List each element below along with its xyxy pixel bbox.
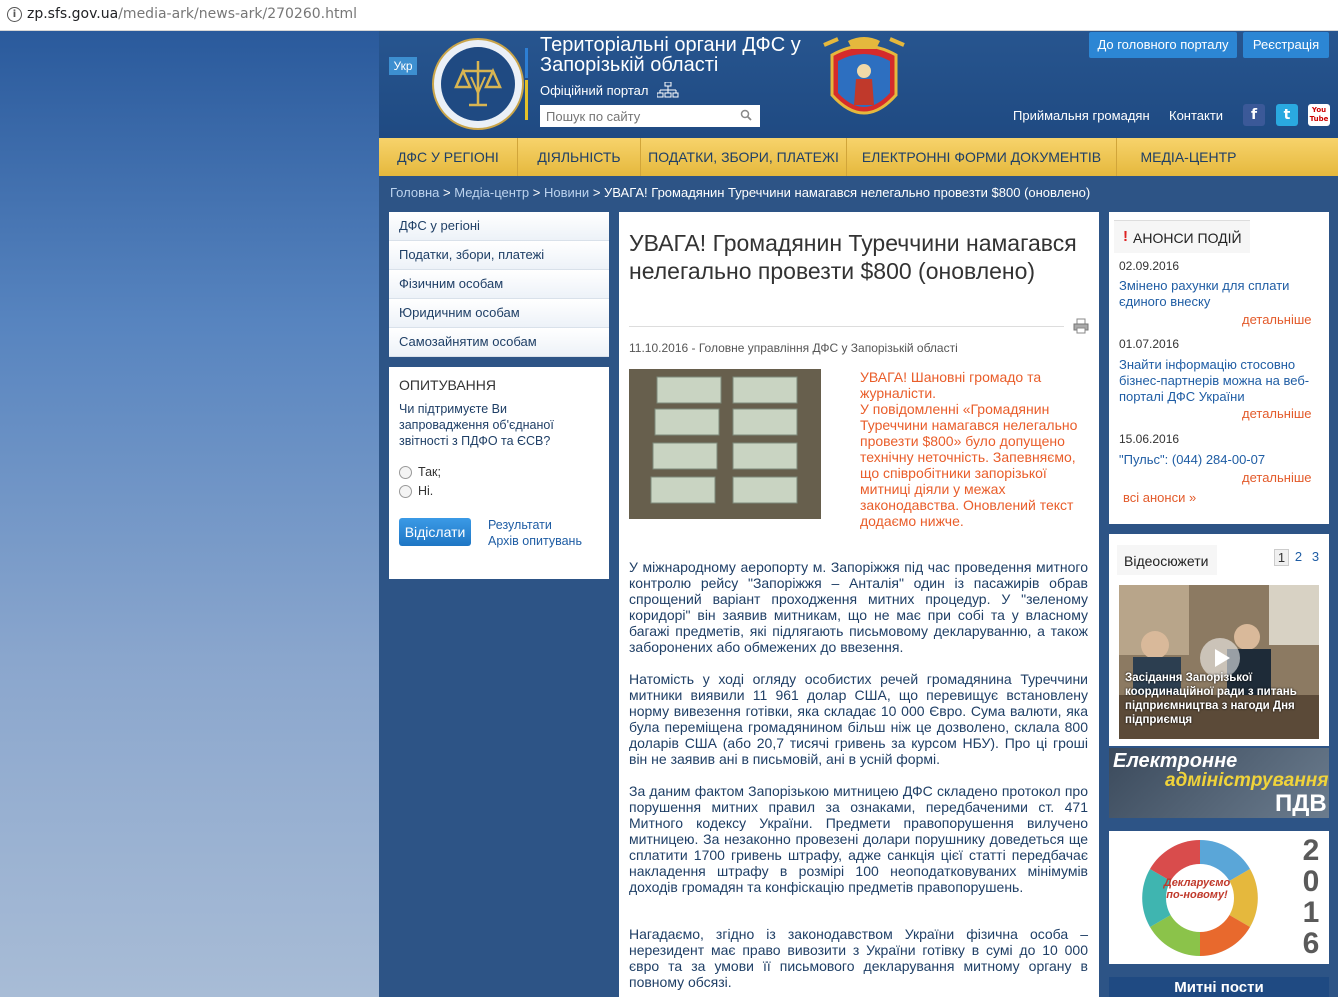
- breadcrumb-current: УВАГА! Громадянин Туреччини намагався нелегально провезти $800 (оновлено): [604, 185, 1091, 200]
- video-page-2[interactable]: 2: [1294, 549, 1303, 564]
- site-title[interactable]: Територіальні органи ДФС у Запорізькій області: [540, 34, 801, 76]
- poll-panel: [389, 367, 609, 579]
- poll-send-button[interactable]: Відіслати: [399, 518, 471, 546]
- article-photo-banknotes[interactable]: [629, 369, 821, 519]
- breadcrumb-sep: >: [592, 185, 601, 200]
- main-navigation: [379, 138, 1338, 176]
- sitemap-icon[interactable]: [657, 82, 679, 98]
- poll-option-yes-label[interactable]: Так;: [418, 465, 441, 479]
- poll-results-link[interactable]: Результати: [488, 518, 552, 532]
- announcement-link[interactable]: Знайти інформацію стосовно бізнес-партнерів можна на веб-порталі ДФС України: [1119, 357, 1310, 404]
- breadcrumb-media[interactable]: Медіа-центр: [454, 185, 530, 200]
- announcement-date: 15.06.2016: [1119, 432, 1180, 446]
- video-tab: [1117, 545, 1217, 575]
- sidebar-item-taxes[interactable]: Податки, збори, платежі: [389, 241, 609, 270]
- search-icon[interactable]: [740, 109, 752, 121]
- divider: [629, 326, 1064, 327]
- alert-icon: !: [1123, 228, 1128, 245]
- video-page-1[interactable]: 1: [1274, 549, 1289, 566]
- announcement-link[interactable]: Змінено рахунки для сплати єдиного внеску: [1119, 278, 1290, 309]
- twitter-icon[interactable]: t: [1276, 104, 1298, 126]
- sidebar-menu: [389, 212, 609, 357]
- poll-option-no-label[interactable]: Ні.: [418, 484, 434, 498]
- search-input[interactable]: [540, 105, 760, 127]
- nav-activity[interactable]: ДІЯЛЬНІСТЬ: [518, 138, 641, 176]
- poll-archive-link[interactable]: Архів опитувань: [488, 534, 582, 548]
- print-icon[interactable]: [1073, 318, 1089, 334]
- article-paragraph: За даним фактом Запорізькою митницею ДФС складено протокол про порушення митних правил за ознаками, передбаченими ст. 471 Митного кодексу України. Предмети правопорушення вилучено митницею. За незаконно провезені долари порушнику доведеться ще сплатити 1700 гривень штрафу, адже санкція цієї статті передбачає накладення штрафу в розмірі 100 неоподатковуваних мінімумів доходів громадян та конфіскацію предметів правопорушень.: [629, 783, 1088, 895]
- nav-dfs-region[interactable]: ДФС У РЕГІОНІ: [379, 138, 518, 176]
- nav-media-center[interactable]: МЕДІА-ЦЕНТР: [1140, 149, 1237, 165]
- customs-posts-banner[interactable]: Митні пости: [1109, 977, 1329, 997]
- vat-administration-banner[interactable]: [1109, 748, 1329, 818]
- url-host: zp.sfs.gov.ua: [27, 6, 119, 22]
- announcement-more-link[interactable]: детальніше: [1242, 312, 1312, 327]
- announcement-date: 01.07.2016: [1119, 337, 1180, 351]
- announcements-tab: [1114, 220, 1250, 253]
- banknotes-image: [629, 369, 821, 519]
- nav-electronic-forms[interactable]: ЕЛЕКТРОННІ ФОРМИ ДОКУМЕНТІВ: [847, 138, 1117, 176]
- article-update-notice: УВАГА! Шановні громадо та журналісти. У повідомленні «Громадянин Туреччини намагався нелегально провезти $800» було допущено технічну неточність. Запевняємо, що співробітники запорізької митниці діяли у межах законодавства. Оновлений текст додаємо нижче.: [860, 369, 1078, 529]
- video-heading: Відеосюжети: [1124, 553, 1209, 569]
- language-switch[interactable]: Укр: [389, 57, 417, 75]
- sidebar-item-individuals[interactable]: Фізичним особам: [389, 270, 609, 299]
- poll-heading: ОПИТУВАННЯ: [399, 377, 497, 393]
- scales-icon: [441, 47, 515, 121]
- banner-line2: адміністрування: [1165, 770, 1329, 791]
- sidebar-item-dfs-region[interactable]: ДФС у регіоні: [389, 212, 609, 241]
- article-paragraph: У міжнародному аеропорту м. Запоріжжя під час проведення митного контролю рейсу "Запоріжжя – Анталія" один із пасажирів обрав спрощений варіант проходження митних процедур. У "зеленому коридорі" він заявив митникам, що не має при собі та у власному багажі предметів, які підлягають письмовому декларуванню, а також заборонених або обмежених до ввезення.: [629, 559, 1088, 655]
- zaporizhzhia-coat-of-arms: [818, 35, 910, 131]
- contacts-link[interactable]: Контакти: [1169, 108, 1224, 123]
- dfs-emblem-logo[interactable]: [432, 38, 524, 130]
- browser-address-bar[interactable]: [0, 0, 1338, 31]
- nav-taxes[interactable]: ПОДАТКИ, ЗБОРИ, ПЛАТЕЖІ: [641, 138, 847, 176]
- announcement-date: 02.09.2016: [1119, 259, 1180, 273]
- poll-question: Чи підтримуєте Ви запровадження об'єднаної звітності з ПДФО та ЄСВ?: [399, 402, 554, 448]
- declaration-year: 2016: [1302, 834, 1320, 960]
- breadcrumb-news[interactable]: Новини: [543, 185, 590, 200]
- emblem-inner: [441, 47, 515, 121]
- declaration-slogan: Декларуємо по-новому!: [1163, 877, 1231, 901]
- sidebar-item-self-employed[interactable]: Самозайнятим особам: [389, 328, 609, 357]
- youtube-icon[interactable]: You Tube: [1308, 104, 1330, 126]
- video-page-3[interactable]: 3: [1311, 549, 1320, 564]
- url-path: /media-ark/news-ark/270260.html: [118, 6, 357, 22]
- announcement-more-link[interactable]: детальніше: [1242, 470, 1312, 485]
- main-portal-button[interactable]: До головного порталу: [1089, 32, 1237, 58]
- banner-line3: ПДВ: [1275, 790, 1327, 817]
- breadcrumb-home[interactable]: Головна: [390, 185, 440, 200]
- facebook-icon[interactable]: f: [1243, 104, 1265, 126]
- poll-option-no-radio[interactable]: [399, 485, 412, 498]
- poll-option-yes-radio[interactable]: [399, 466, 412, 479]
- article-title: УВАГА! Громадянин Туреччини намагався нелегально провезти $800 (оновлено): [629, 230, 1077, 284]
- breadcrumb-sep: >: [443, 185, 451, 200]
- article-paragraph: Нагадаємо, згідно із законодавством України фізична особа – нерезидент має право вивозити з України готівку в сумі до 10 000 євро та за умови її письмового декларування митному органу в повному обсязі.: [629, 926, 1088, 990]
- breadcrumb-sep: >: [532, 185, 541, 200]
- flag-stripe-yellow: [525, 80, 528, 120]
- site-subtitle: Офіційний портал: [540, 83, 649, 98]
- register-button[interactable]: Реєстрація: [1243, 32, 1329, 58]
- video-thumbnail[interactable]: [1119, 585, 1319, 739]
- announcement-more-link[interactable]: детальніше: [1242, 406, 1312, 421]
- all-announcements-link[interactable]: всі анонси »: [1123, 490, 1197, 505]
- declaration-2016-banner[interactable]: [1109, 831, 1329, 964]
- sidebar-item-legal-entities[interactable]: Юридичним особам: [389, 299, 609, 328]
- article-paragraph: Натомість у ході огляду особистих речей громадянина Туреччини митники виявили 11 961 долар США, що перевищує встановлену норму вивезення готівки, яка складає 10 000 Євро. Сума валюти, яка була переміщена громадянином більш ніж це дозволено, склала 800 доларів США (або 20,7 тисячі гривень за курсом НБУ). Про ці гроші він не заявив ані в письмовій, ані в усній формі.: [629, 671, 1088, 767]
- announcements-heading: АНОНСИ ПОДІЙ: [1133, 230, 1242, 246]
- page-background: [0, 31, 379, 997]
- citizen-reception-link[interactable]: Приймальня громадян: [1013, 108, 1150, 123]
- article-meta: 11.10.2016 - Головне управління ДФС у Запорізькій області: [629, 341, 958, 355]
- breadcrumb: [390, 185, 1090, 200]
- video-caption[interactable]: Засідання Запорізької координаційної ради з питань підприємництва з нагоди Дня підприємця: [1125, 672, 1297, 726]
- site-info-icon[interactable]: i: [7, 7, 22, 22]
- announcement-link[interactable]: "Пульс": (044) 284-00-07: [1119, 452, 1266, 467]
- banner-line1: Електронне: [1113, 750, 1238, 772]
- url-text[interactable]: [27, 6, 357, 22]
- flag-stripe-blue: [525, 48, 528, 78]
